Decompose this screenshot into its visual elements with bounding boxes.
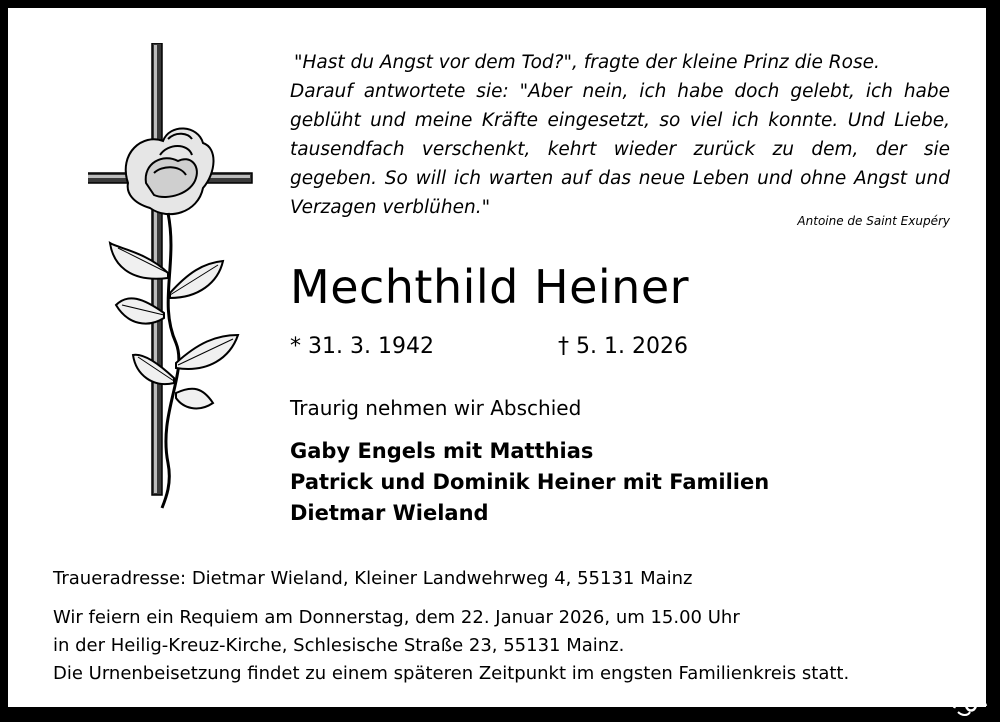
quote-text xyxy=(290,48,950,222)
service-line: in der Heilig-Kreuz-Kirche, Schlesische Straße 23, 55131 Mainz. xyxy=(53,635,625,656)
mourner-name: Gaby Engels mit Matthias xyxy=(290,439,594,463)
obituary-notice xyxy=(8,8,986,707)
cross-with-rose-icon xyxy=(88,43,288,513)
mourner-name: Dietmar Wieland xyxy=(290,501,489,525)
quote-line: Darauf antwortete sie: "Aber nein, ich habe doch gelebt, ich habe xyxy=(290,81,950,102)
publisher-logo-icon xyxy=(950,694,990,718)
mourning-address: Traueradresse: Dietmar Wieland, Kleiner Landwehrweg 4, 55131 Mainz xyxy=(53,568,693,589)
quote-line: tausendfach verschenkt, kehrt wieder zurück zu dem, der sie xyxy=(290,139,950,160)
deceased-name: Mechthild Heiner xyxy=(290,260,690,314)
mourners-list xyxy=(290,436,769,529)
quote-line: gegeben. So will ich warten auf das neue Leben und ohne Angst und xyxy=(290,168,950,189)
quote-line: Verzagen verblühen." xyxy=(290,197,491,218)
quote-line: "Hast du Angst vor dem Tod?", fragte der kleine Prinz die Rose. xyxy=(294,52,880,73)
mourning-intro: Traurig nehmen wir Abschied xyxy=(290,396,582,420)
service-info xyxy=(53,604,849,688)
service-line: Die Urnenbeisetzung findet zu einem späteren Zeitpunkt im engsten Familienkreis statt. xyxy=(53,663,850,684)
quote-line: geblüht und meine Kräfte eingesetzt, so viel ich konnte. Und Liebe, xyxy=(290,110,950,131)
quote-author: Antoine de Saint Exupéry xyxy=(797,214,950,228)
mourner-name: Patrick und Dominik Heiner mit Familien xyxy=(290,470,770,494)
death-date: † 5. 1. 2026 xyxy=(558,334,688,359)
birth-date: * 31. 3. 1942 xyxy=(290,334,434,359)
service-line: Wir feiern ein Requiem am Donnerstag, dem 22. Januar 2026, um 15.00 Uhr xyxy=(53,607,740,628)
